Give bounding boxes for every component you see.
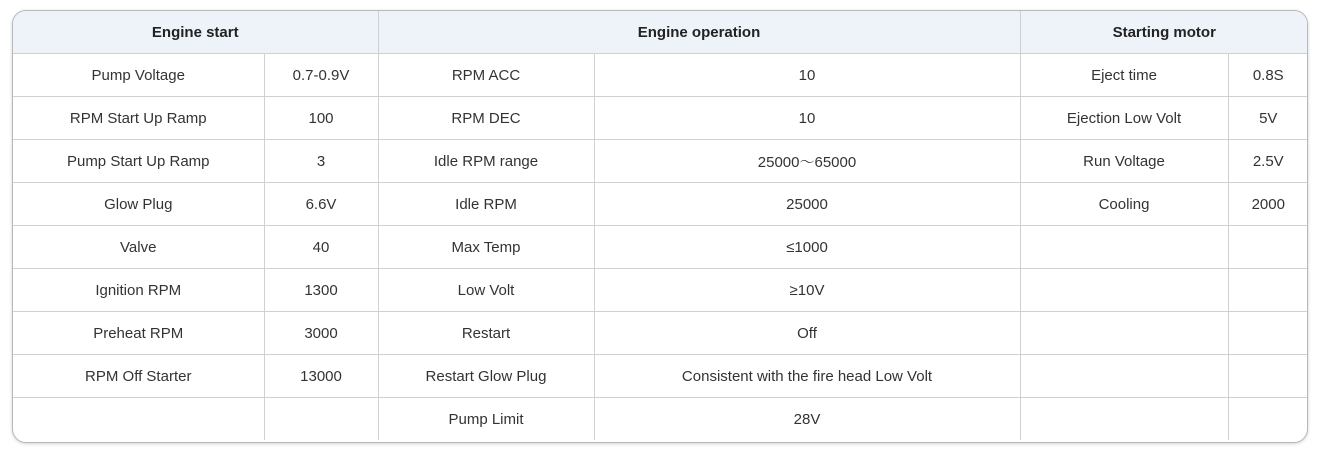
engine-operation-label-cell: Pump Limit: [378, 398, 594, 441]
header-engine-operation: Engine operation: [378, 11, 1020, 54]
spec-table-card: [12, 10, 1308, 443]
starting-motor-label-cell: Cooling: [1020, 183, 1228, 226]
engine-spec-table: [13, 11, 1308, 440]
engine-start-label-cell: Pump Voltage: [13, 54, 264, 97]
starting-motor-label-cell: [1020, 226, 1228, 269]
table-row: [13, 183, 1308, 226]
engine-start-label-cell: Preheat RPM: [13, 312, 264, 355]
starting-motor-value-cell: [1228, 269, 1308, 312]
engine-operation-label-cell: Idle RPM range: [378, 140, 594, 183]
engine-operation-label-cell: RPM DEC: [378, 97, 594, 140]
engine-start-value-cell: 6.6V: [264, 183, 378, 226]
engine-operation-value-cell: Off: [594, 312, 1020, 355]
engine-start-label-cell: Ignition RPM: [13, 269, 264, 312]
starting-motor-value-cell: 0.8S: [1228, 54, 1308, 97]
starting-motor-value-cell: [1228, 355, 1308, 398]
engine-start-label-cell: [13, 398, 264, 441]
table-row: [13, 226, 1308, 269]
starting-motor-value-cell: 2000: [1228, 183, 1308, 226]
engine-operation-label-cell: Low Volt: [378, 269, 594, 312]
engine-start-value-cell: 3000: [264, 312, 378, 355]
engine-operation-value-cell: 28V: [594, 398, 1020, 441]
header-engine-start: Engine start: [13, 11, 378, 54]
engine-start-value-cell: 40: [264, 226, 378, 269]
engine-start-label-cell: Pump Start Up Ramp: [13, 140, 264, 183]
table-row: [13, 54, 1308, 97]
table-row: [13, 355, 1308, 398]
starting-motor-value-cell: [1228, 226, 1308, 269]
engine-operation-label-cell: Max Temp: [378, 226, 594, 269]
starting-motor-value-cell: [1228, 398, 1308, 441]
engine-start-value-cell: 0.7-0.9V: [264, 54, 378, 97]
engine-start-label-cell: RPM Off Starter: [13, 355, 264, 398]
engine-start-value-cell: 3: [264, 140, 378, 183]
engine-operation-label-cell: RPM ACC: [378, 54, 594, 97]
table-row: [13, 312, 1308, 355]
engine-start-value-cell: 100: [264, 97, 378, 140]
table-row: [13, 269, 1308, 312]
engine-start-label-cell: Glow Plug: [13, 183, 264, 226]
starting-motor-value-cell: 2.5V: [1228, 140, 1308, 183]
engine-start-label-cell: RPM Start Up Ramp: [13, 97, 264, 140]
engine-operation-label-cell: Restart: [378, 312, 594, 355]
engine-operation-label-cell: Restart Glow Plug: [378, 355, 594, 398]
engine-operation-value-cell: Consistent with the fire head Low Volt: [594, 355, 1020, 398]
engine-start-value-cell: [264, 398, 378, 441]
engine-start-value-cell: 13000: [264, 355, 378, 398]
engine-operation-value-cell: 10: [594, 97, 1020, 140]
starting-motor-label-cell: Run Voltage: [1020, 140, 1228, 183]
engine-start-value-cell: 1300: [264, 269, 378, 312]
engine-operation-value-cell: 10: [594, 54, 1020, 97]
starting-motor-label-cell: Eject time: [1020, 54, 1228, 97]
engine-operation-value-cell: ≤1000: [594, 226, 1020, 269]
starting-motor-label-cell: [1020, 312, 1228, 355]
table-row: [13, 97, 1308, 140]
header-row: [13, 11, 1308, 54]
table-row: [13, 140, 1308, 183]
engine-operation-value-cell: 25000: [594, 183, 1020, 226]
starting-motor-label-cell: [1020, 269, 1228, 312]
engine-operation-value-cell: 25000～65000: [594, 140, 1020, 183]
engine-operation-label-cell: Idle RPM: [378, 183, 594, 226]
engine-operation-value-cell: ≥10V: [594, 269, 1020, 312]
starting-motor-label-cell: Ejection Low Volt: [1020, 97, 1228, 140]
header-starting-motor: Starting motor: [1020, 11, 1308, 54]
engine-start-label-cell: Valve: [13, 226, 264, 269]
starting-motor-label-cell: [1020, 355, 1228, 398]
table-row: [13, 398, 1308, 441]
starting-motor-value-cell: [1228, 312, 1308, 355]
starting-motor-label-cell: [1020, 398, 1228, 441]
starting-motor-value-cell: 5V: [1228, 97, 1308, 140]
